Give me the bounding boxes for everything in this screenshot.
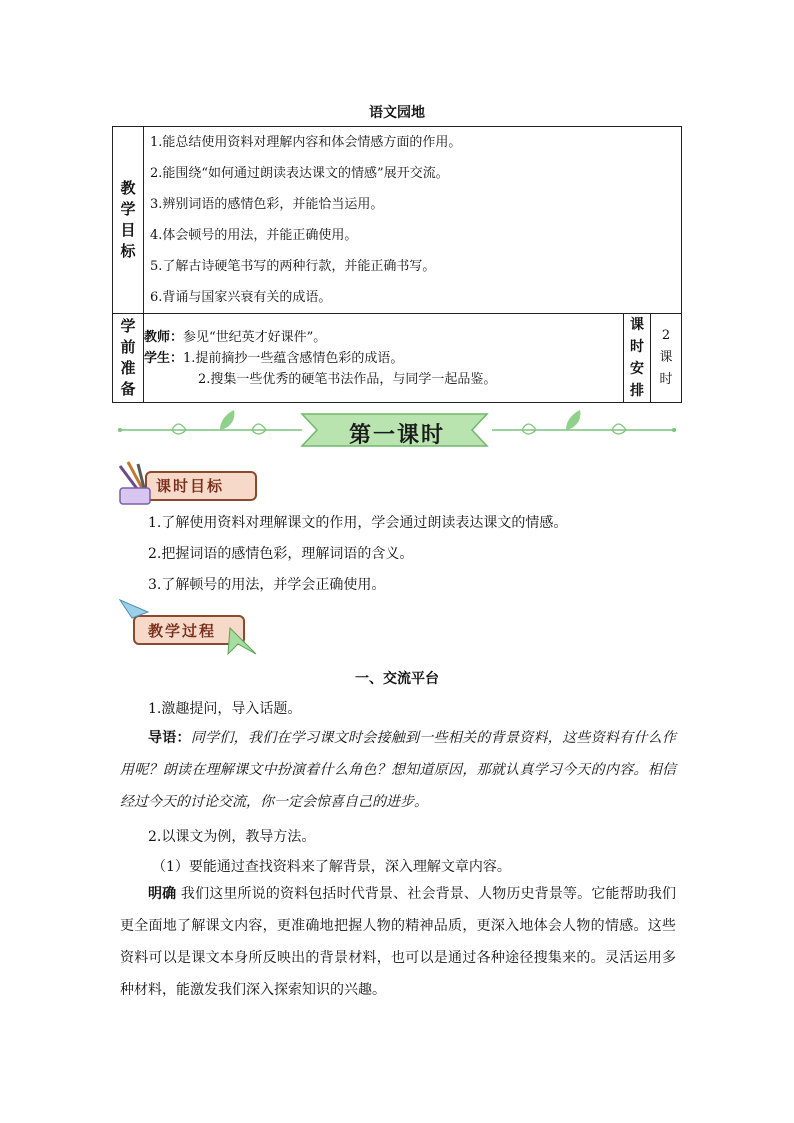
process-step: 1.激趣提问，导入话题。 [148, 701, 302, 717]
goal-item: 1.能总结使用资料对理解内容和体会情感方面的作用。 [150, 135, 462, 150]
prep-header-char: 前 [120, 338, 136, 356]
objective-item: 3.了解顿号的用法，并学会正确使用。 [148, 577, 386, 593]
process-badge [118, 598, 258, 658]
guide-text: 同学们，我们在学习课文时会接触到一些相关的背景资料，这些资料有什么作用呢？朗读在理解课文中扮演着什么角色？想知道原因，那就认真学习今天的内容。相信经过今天的讨论交流，你一定会惊喜自己的进步。 [120, 730, 677, 810]
lesson-time-char: 安 [630, 361, 644, 377]
clarify-paragraph [120, 878, 676, 1006]
lesson-time-header [624, 314, 651, 403]
student-label: 学生： [144, 350, 184, 366]
objective-item: 2.把握词语的感情色彩，理解词语的含义。 [148, 546, 414, 562]
clarify-text: 我们这里所说的资料包括时代背景、社会背景、人物历史背景等。它能帮助我们更全面地了解课文内容，更准确地把握人物的精神品质，更深入地体会人物的情感。这些资料可以是课文本身所反映出的背景材料，也可以是通过各种途径搜集来的。灵活运用多种材料，能激发我们深入探索知识的兴趣。 [120, 886, 677, 998]
prep-header-char: 准 [120, 359, 136, 377]
objective-item: 1.了解使用资料对理解课文的作用，学会通过朗读表达课文的情感。 [148, 515, 568, 531]
student-item: 1.提前摘抄一些蕴含感情色彩的成语。 [183, 350, 404, 366]
goals-header-char: 教 [120, 179, 136, 197]
process-substep: （1）要能通过查找资料来了解背景，深入理解文章内容。 [152, 859, 511, 875]
goals-header [113, 127, 144, 314]
student-item: 2.搜集一些优秀的硬笔书法作品，与同学一起品鉴。 [198, 371, 497, 387]
document-title: 语文园地 [369, 105, 425, 121]
teacher-label: 教师： [144, 329, 184, 345]
goals-header-char: 学 [120, 200, 136, 218]
teacher-text: 参见“世纪英才好课件”。 [183, 329, 327, 345]
guide-paragraph [120, 722, 676, 818]
guide-label: 导语： [148, 730, 191, 746]
prep-header-char: 备 [120, 380, 136, 398]
clarify-label: 明确 [148, 886, 177, 902]
goal-item: 4.体会顿号的用法，并能正确使用。 [150, 228, 358, 243]
objectives-badge [116, 460, 260, 506]
lesson-time-char: 课 [630, 317, 644, 333]
lesson-banner-title: 第一课时 [348, 422, 445, 448]
lesson-plan-table [112, 126, 682, 403]
lesson-time-char: 排 [630, 383, 644, 399]
process-badge-label: 教学过程 [148, 622, 217, 640]
goals-header-char: 标 [120, 242, 136, 260]
lesson-count-char: 时 [659, 372, 673, 387]
objectives-badge-label: 课时目标 [156, 477, 225, 495]
process-step: 2.以课文为例，教导方法。 [148, 829, 316, 845]
lesson-time-char: 时 [630, 339, 644, 355]
section-heading: 一、交流平台 [355, 671, 439, 687]
lesson-count-char: 2 [661, 328, 671, 343]
goal-item: 5.了解古诗硬笔书写的两种行款，并能正确书写。 [150, 259, 436, 274]
prep-header [113, 314, 144, 403]
goal-item: 6.背诵与国家兴衰有关的成语。 [150, 290, 332, 305]
lesson-count-char: 课 [659, 350, 673, 365]
prep-header-char: 学 [120, 317, 136, 335]
lesson-count [651, 314, 682, 403]
goal-item: 3.辨别词语的感情色彩，并能恰当运用。 [150, 197, 384, 212]
prep-content [144, 314, 624, 403]
lesson-banner-divider [112, 408, 682, 452]
goals-header-char: 目 [120, 221, 136, 239]
goal-item: 2.能围绕“如何通过朗读表达课文的情感”展开交流。 [150, 166, 449, 181]
